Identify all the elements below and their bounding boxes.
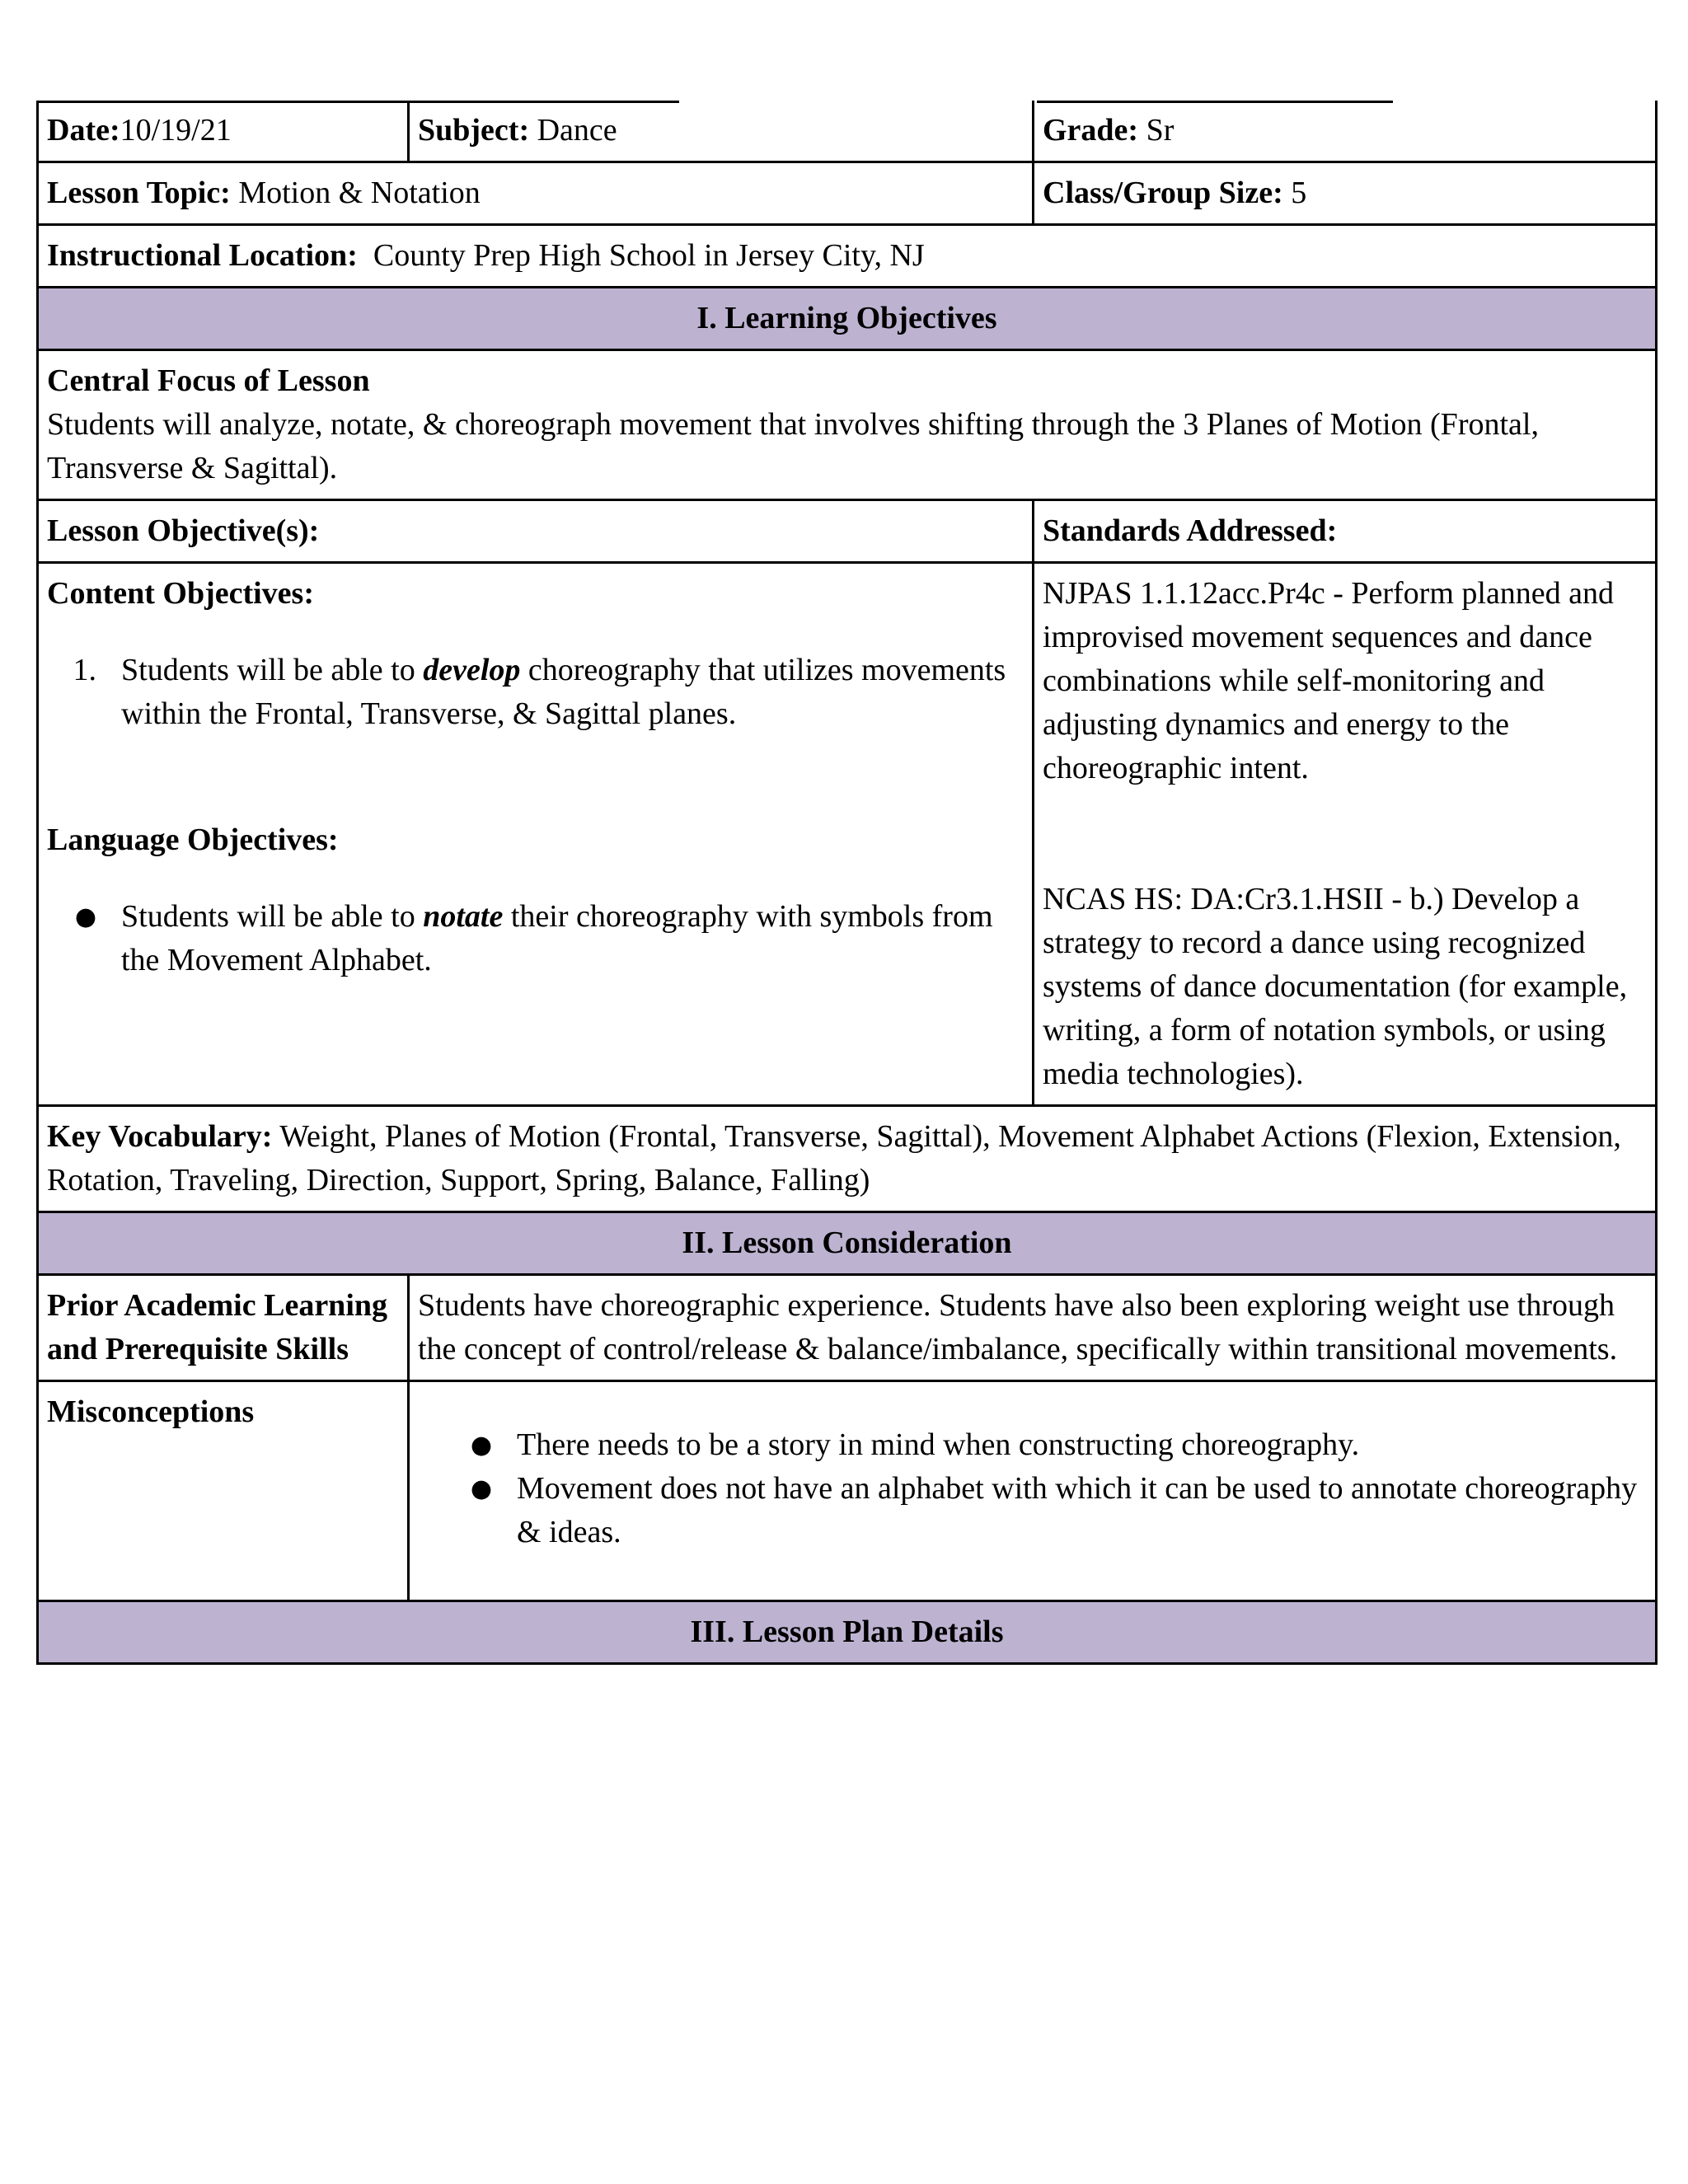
header-row-1: [36, 101, 1658, 163]
bullet-icon: ●: [470, 1474, 492, 1503]
objectives-heading-row: [36, 501, 1658, 564]
standard-njpas: NJPAS 1.1.12acc.Pr4c - Perform planned and improvised movement sequences and dance combinations while self-monitoring and adjusting dynamics and energy to the choreographic intent.: [1043, 576, 1615, 785]
misconception-item: [418, 1467, 1647, 1554]
misconceptions-row: [36, 1382, 1658, 1602]
lesson-plan-table: [36, 101, 1658, 1665]
section-3-band-row: [36, 1602, 1658, 1665]
misconception-item: [418, 1423, 1647, 1467]
topic-label: Lesson Topic:: [47, 176, 231, 210]
language-objectives-label: Language Objectives:: [47, 823, 339, 857]
standard-ncas: NCAS HS: DA:Cr3.1.HSII - b.) Develop a strategy to record a dance using recognized systems of dance documentation (for example, writing, a form of notation symbols, or using media technologies).: [1043, 882, 1628, 1091]
grade-label: Grade:: [1043, 113, 1139, 148]
location-cell: [39, 226, 1655, 286]
objectives-content-row: [36, 564, 1658, 1107]
content-objective-text: Students will be able to develop choreography that utilizes movements within the Frontal, Transverse, & Sagittal planes.: [121, 653, 1006, 731]
vocabulary-cell: [39, 1107, 1655, 1211]
topic-cell: [39, 163, 1034, 223]
misconceptions-label: Misconceptions: [47, 1394, 255, 1429]
vocabulary-row: [36, 1107, 1658, 1213]
standards-label: Standards Addressed:: [1043, 513, 1338, 548]
topic-value: Motion & Notation: [238, 176, 481, 210]
subject-label: Subject:: [418, 113, 530, 148]
section-2-band-row: [36, 1213, 1658, 1276]
central-focus-cell: [39, 351, 1655, 499]
central-focus-label: Central Focus of Lesson: [47, 363, 370, 398]
objectives-heading-cell: [39, 501, 1034, 561]
class-size-cell: [1034, 163, 1655, 223]
section-2-title: II. Lesson Consideration: [39, 1213, 1655, 1273]
subject-value: Dance: [537, 113, 617, 148]
standards-heading-cell: [1034, 501, 1655, 561]
prior-learning-text-cell: [410, 1276, 1655, 1380]
class-size-label: Class/Group Size:: [1043, 176, 1283, 210]
prior-learning-row: [36, 1276, 1658, 1382]
standards-content-cell: [1034, 564, 1655, 1104]
language-objective-item: [47, 895, 1024, 982]
location-row: [36, 226, 1658, 288]
grade-value: Sr: [1146, 113, 1175, 148]
misconception-text: Movement does not have an alphabet with which it can be used to annotate choreography & ideas.: [517, 1471, 1638, 1549]
language-objective-text: Students will be able to notate their choreography with symbols from the Movement Alphabet.: [121, 899, 993, 977]
class-size-value: 5: [1291, 176, 1307, 210]
central-focus-text: Students will analyze, notate, & choreograph movement that involves shifting through the 3 Planes of Motion (Frontal, Transverse & Sagittal).: [47, 407, 1539, 485]
central-focus-row: [36, 351, 1658, 501]
section-3-title: III. Lesson Plan Details: [39, 1602, 1655, 1662]
prior-learning-text: Students have choreographic experience. Students have also been exploring weight use through the concept of control/release & balance/imbalance, specifically within transitional movements.: [418, 1288, 1618, 1366]
header-row-2: [36, 163, 1658, 226]
vocabulary-text: Weight, Planes of Motion (Frontal, Transverse, Sagittal), Movement Alphabet Actions (Flexion, Extension, Rotation, Traveling, Direction, Support, Spring, Balance, Falling): [47, 1119, 1621, 1197]
vocabulary-label: Key Vocabulary:: [47, 1119, 273, 1154]
bullet-icon: ●: [470, 1431, 492, 1460]
objectives-content-cell: [39, 564, 1034, 1104]
misconceptions-list-cell: [410, 1382, 1655, 1600]
section-1-title: I. Learning Objectives: [39, 288, 1655, 349]
location-value: County Prep High School in Jersey City, NJ: [373, 238, 925, 273]
date-value: 10/19/21: [120, 113, 232, 148]
section-1-band-row: [36, 288, 1658, 351]
bullet-icon: ●: [74, 902, 96, 931]
content-objectives-label: Content Objectives:: [47, 576, 314, 611]
prior-learning-label: Prior Academic Learning and Prerequisite Skills: [47, 1288, 388, 1366]
objectives-label: Lesson Objective(s):: [47, 513, 320, 548]
misconception-text: There needs to be a story in mind when constructing choreography.: [517, 1427, 1360, 1462]
prior-learning-label-cell: [39, 1276, 410, 1380]
content-objective-item: [47, 649, 1024, 736]
subject-cell: [410, 101, 1034, 161]
misconceptions-label-cell: [39, 1382, 410, 1600]
location-label: Instructional Location:: [47, 238, 358, 273]
content-objective-number: 1.: [73, 653, 96, 687]
date-cell: [39, 101, 410, 161]
grade-cell: [1034, 101, 1655, 161]
date-label: Date:: [47, 113, 120, 148]
